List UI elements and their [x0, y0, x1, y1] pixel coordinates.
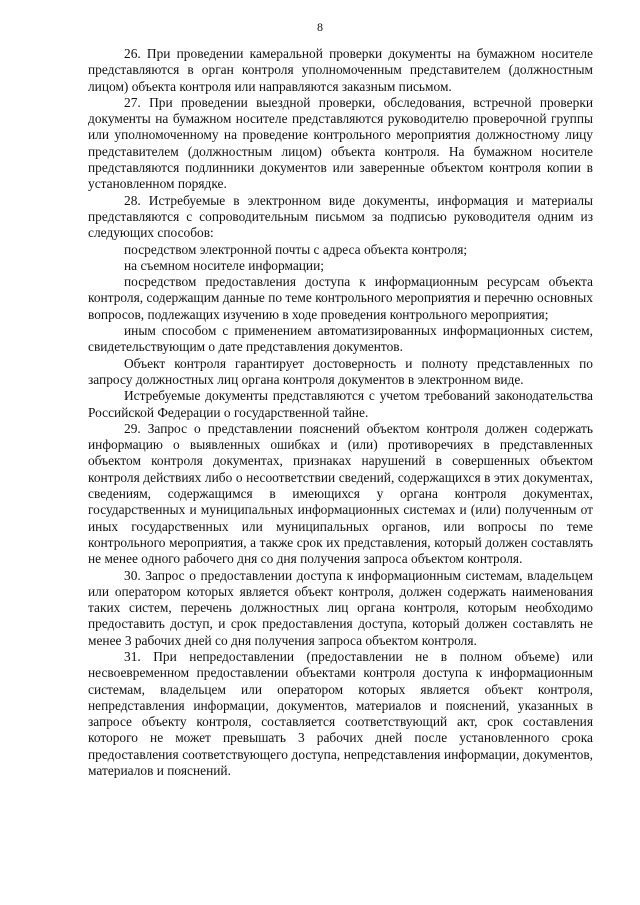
document-body: [88, 46, 593, 779]
paragraph-state-secret: Истребуемые документы представляются с учетом требований законодательства Российской Федерации о государственной тайне.: [88, 388, 593, 420]
paragraph-26: 26. При проведении камеральной проверки документы на бумажном носителе представляются в орган контроля уполномоченным представителем (должностным лицом) объекта контроля или направляются заказным письмом.: [88, 46, 593, 94]
paragraph-27: 27. При проведении выездной проверки, обследования, встречной проверки документы на бумажном носителе представляются руководителю проверочной группы или уполномоченному на проведение контрольного мероприятия должностному лицу представителем (должностным лицом) объекта контроля. На бумажном носителе представляются подлинники документов или заверенные объектом контроля копии в установленном порядке.: [88, 94, 593, 192]
paragraph-30: 30. Запрос о предоставлении доступа к информационным системам, владельцем или оператором которых является объект контроля, должен содержать наименования таких систем, перечень должностных лиц органа контроля, которым необходимо предоставить доступ, и срок предоставления доступа, который должен составлять не менее 3 рабочих дней со дня получения запроса объектом контроля.: [88, 567, 593, 648]
method-email: посредством электронной почты с адреса объекта контроля;: [124, 241, 468, 257]
paragraph-guarantee: Объект контроля гарантирует достоверность и полноту представленных по запросу должностных лиц органа контроля документов в электронном виде.: [88, 355, 593, 387]
page-number: 8: [317, 20, 323, 34]
paragraph-29: 29. Запрос о представлении пояснений объектом контроля должен содержать информацию о выявленных ошибках и (или) противоречиях в представленных объектом контроля документах, признаках нарушений в совершенных объектом контроля действиях либо о несоответствии сведений, содержащихся в этих документах, сведениям, содержащимся в имеющихся у органа контроля документах, государственных и муниципальных информационных системах и (или) полученным от иных государственных или муниципальных органов, или вопросы по теме контрольного мероприятия, а также срок их представления, который должен составлять не менее одного рабочего дня со дня получения запроса объектом контроля.: [88, 420, 593, 567]
method-automated-systems: иным способом с применением автоматизированных информационных систем, свидетельствующим о дате представления документов.: [88, 323, 593, 355]
method-removable-media: на съемном носителе информации;: [124, 257, 324, 273]
method-resource-access: посредством предоставления доступа к информационным ресурсам объекта контроля, содержащим данные по теме контрольного мероприятия и перечню основных вопросов, подлежащих изучению в ходе проведения контрольного мероприятия;: [88, 274, 593, 322]
paragraph-31: 31. При непредоставлении (предоставлении не в полном объеме) или несвоевременном предоставлении объектами контроля доступа к информационным системам, владельцем или оператором которых является объект контроля, непредставления информации, документов, материалов и пояснений, указанных в запросе объекту контроля, составляется соответствующий акт, срок составления которого не может превышать 3 рабочих дней после установленного срока предоставления соответствующего доступа, непредставления информации, документов, материалов и пояснений.: [88, 648, 593, 779]
paragraph-28: 28. Истребуемые в электронном виде документы, информация и материалы представляются с сопроводительным письмом за подписью руководителя одним из следующих способов:: [88, 192, 593, 241]
